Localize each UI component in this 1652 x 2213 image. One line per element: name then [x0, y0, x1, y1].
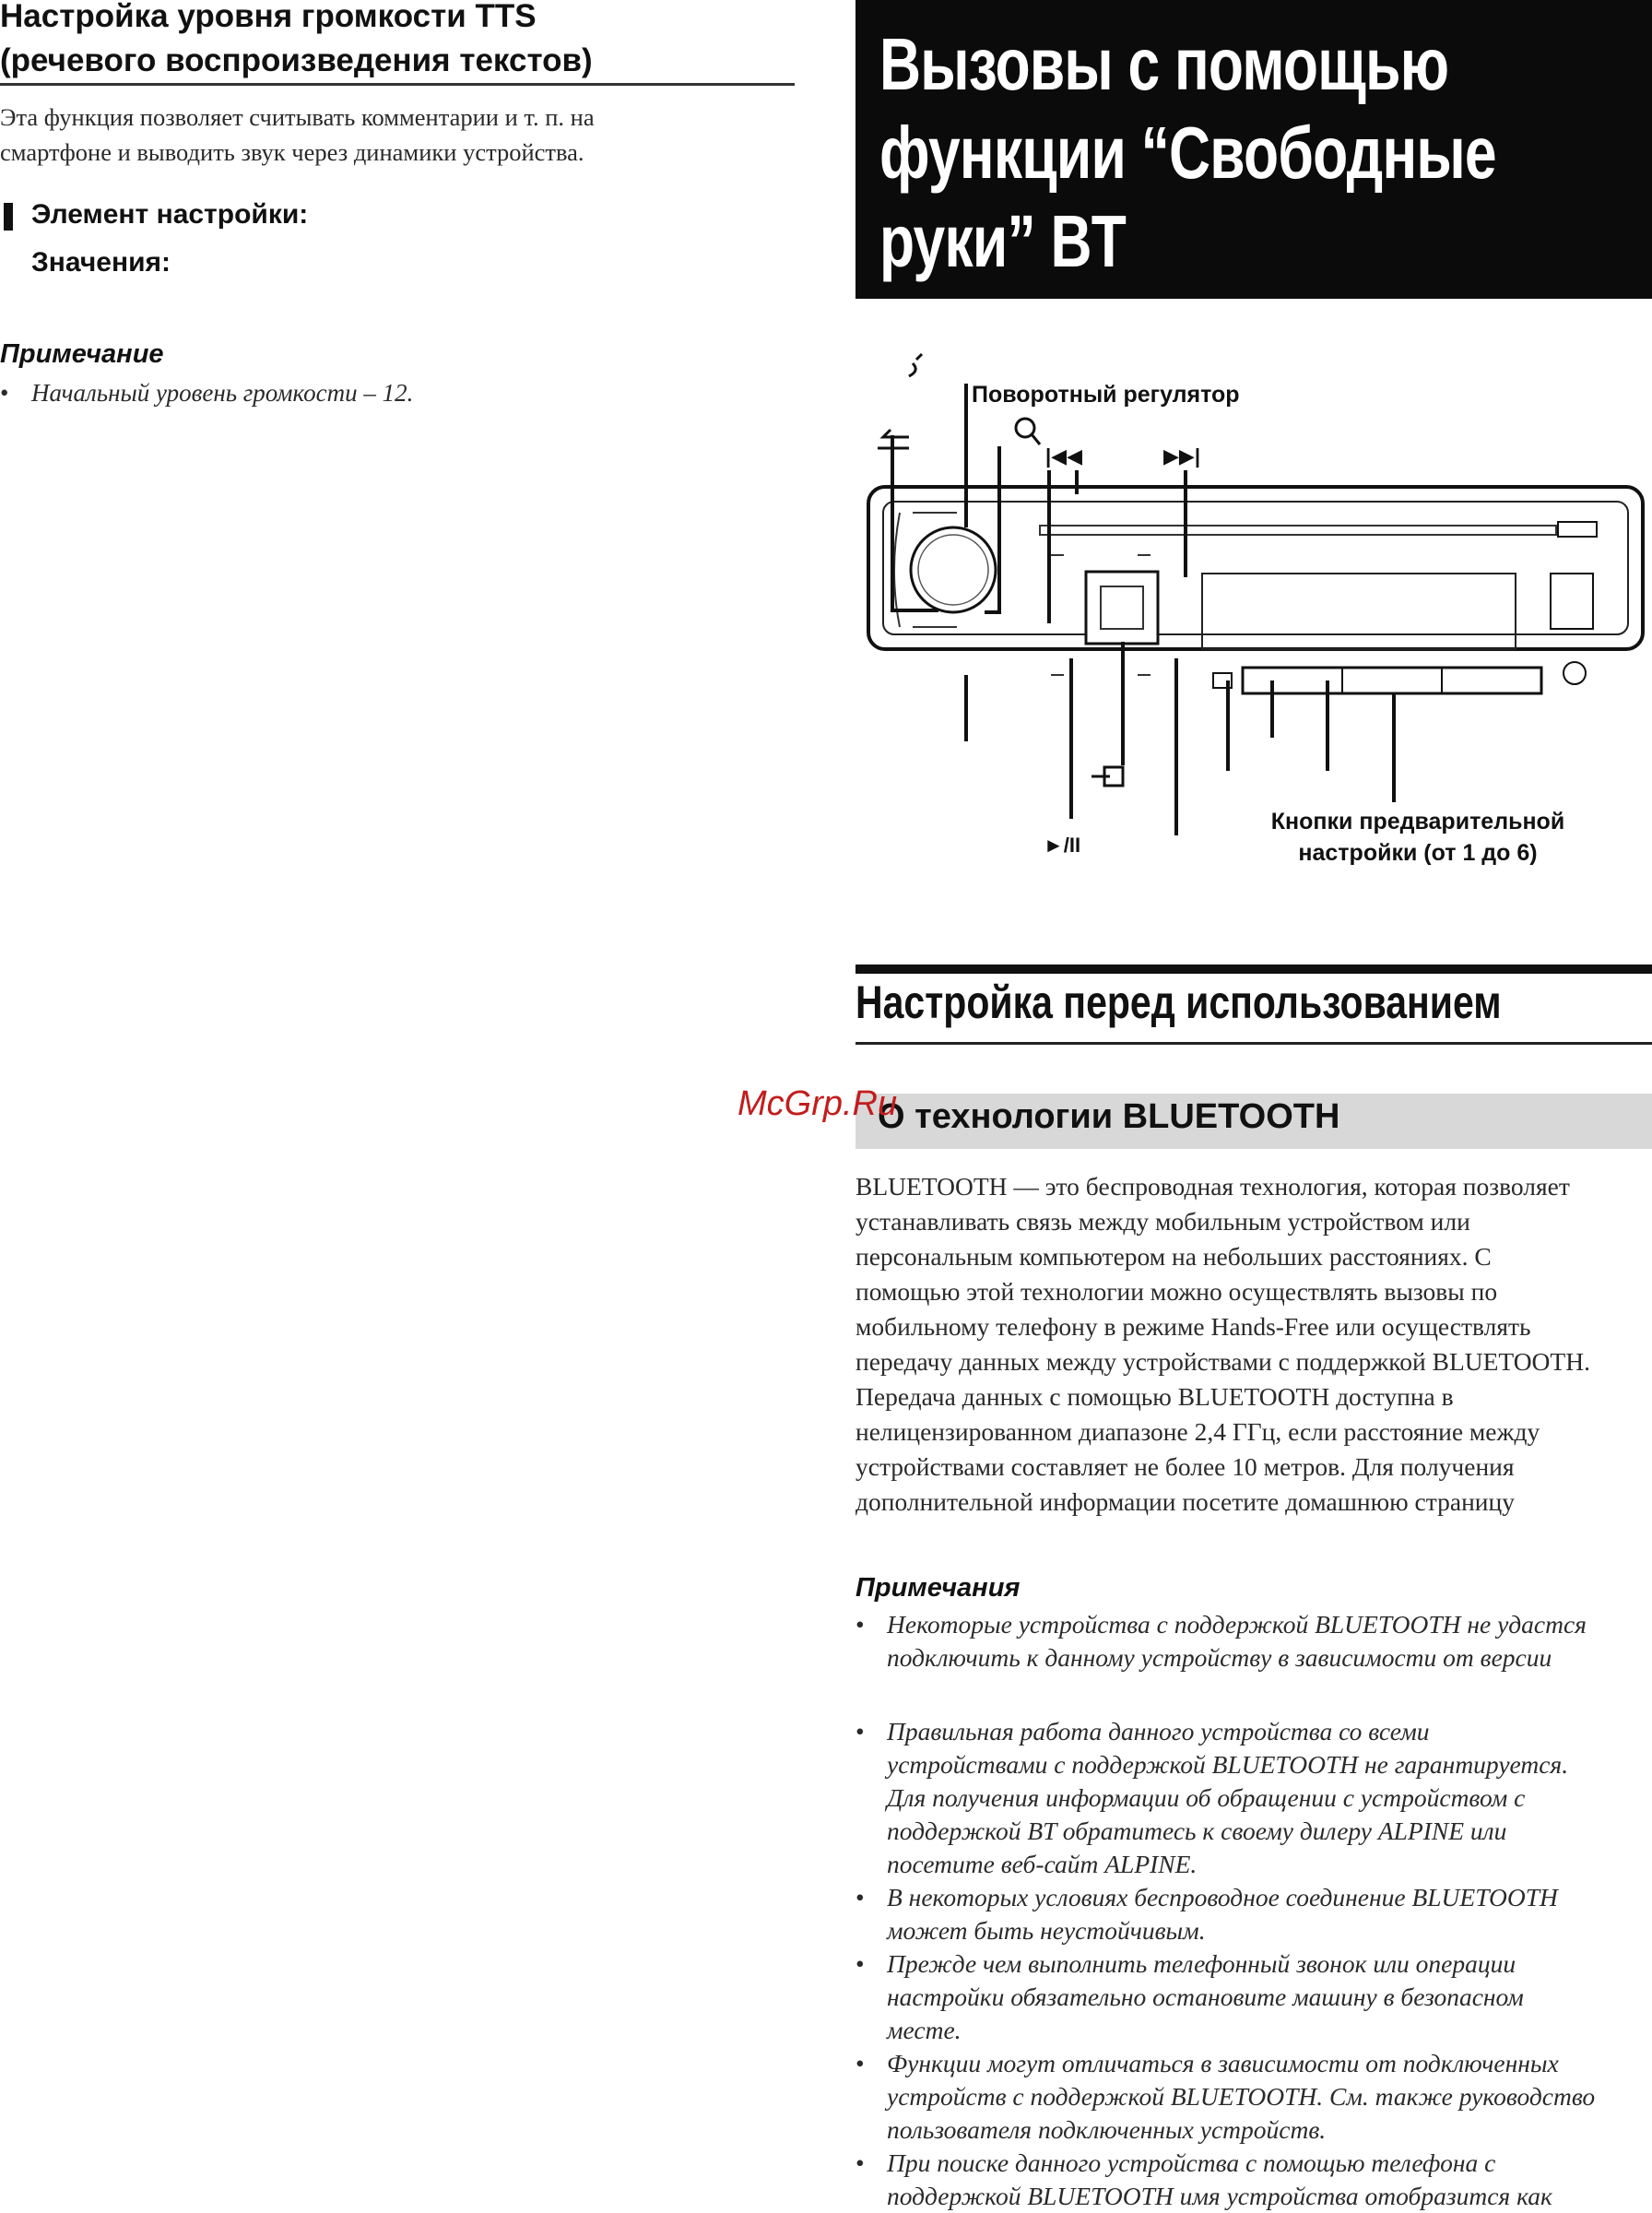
note-line: Некоторые устройства с поддержкой BLUETOOTH не удастся [887, 1610, 1587, 1639]
paragraph-line: помощью этой технологии можно осуществлять вызовы по [856, 1277, 1498, 1306]
paragraph-line: BLUETOOTH — это беспроводная технология, которая позволяет [856, 1172, 1570, 1201]
eject-button [1558, 522, 1597, 537]
preset-label-line-1: Кнопки предварительной [1270, 809, 1565, 834]
notes-heading: Примечания [856, 1573, 1021, 1603]
note-bullet: • [856, 1949, 865, 1978]
chapter-title [879, 20, 1496, 286]
chapter-title-line-2: функции “Свободные [879, 112, 1496, 194]
watermark: McGrp.Ru [738, 1084, 898, 1123]
display-window [1202, 574, 1516, 649]
note-bullet: • [0, 379, 9, 407]
note-line: месте. [887, 2016, 962, 2044]
section-bottom-rule [856, 1042, 1652, 1045]
paragraph-line: персональным компьютером на небольших расстояниях. С [856, 1242, 1492, 1271]
left-intro-line-2: смартфоне и выводить звук через динамики устройства. [0, 138, 584, 166]
note-item [856, 1881, 1652, 1947]
note-line: пользователя подключенных устройств. [887, 2115, 1327, 2144]
note-item [856, 1608, 1652, 1675]
rotary-knob-icon [911, 527, 996, 612]
note-line: В некоторых условиях беспроводное соединение BLUETOOTH [887, 1883, 1558, 1911]
note-item [856, 2047, 1652, 2147]
values-label: Значения: [31, 247, 171, 278]
left-note-text: Начальный уровень громкости – 12. [31, 379, 414, 407]
phone-icon [909, 354, 922, 376]
note-line: Правильная работа данного устройства со всеми [887, 1717, 1430, 1746]
left-section-title [0, 0, 795, 83]
left-intro-paragraph [0, 100, 795, 170]
section-title: Настройка перед использованием [856, 976, 1502, 1028]
chapter-title-line-1: Вызовы с помощью [879, 23, 1449, 105]
note-line: может быть неустойчивым. [887, 1916, 1206, 1945]
left-title-rule [0, 83, 795, 86]
aux-jack-icon [1564, 662, 1586, 684]
note-item [856, 2147, 1652, 2213]
paragraph-line: устанавливать связь между мобильным устройством или [856, 1207, 1470, 1236]
head-unit-diagram [856, 332, 1652, 885]
next-track-label: ▶▶| [1163, 444, 1200, 467]
head-unit-illustration [856, 332, 1652, 885]
search-icon [1016, 419, 1040, 444]
note-line: поддержкой BT обратитесь к своему дилеру ALPINE или [887, 1817, 1507, 1845]
chapter-title-box [856, 0, 1652, 299]
note-line: Функции могут отличаться в зависимости от подключенных [887, 2049, 1559, 2077]
paragraph-line: нелицензированном диапазоне 2,4 ГГц, если расстояние между [856, 1417, 1540, 1446]
preset-label-line-2: настройки (от 1 до 6) [1298, 840, 1538, 866]
note-line: настройки обязательно остановите машину в безопасном [887, 1982, 1524, 2011]
note-item [856, 1715, 1652, 1881]
note-bullet: • [856, 1883, 865, 1911]
source-icon [1092, 767, 1123, 786]
left-note-item [0, 376, 795, 409]
paragraph-line: устройствами составляет не более 10 метров. Для получения [856, 1452, 1515, 1481]
note-line: Для получения информации об обращении с устройством с [887, 1783, 1526, 1812]
rotary-control-label: Поворотный регулятор [972, 382, 1240, 408]
source-button [1086, 572, 1158, 644]
left-title-line-1: Настройка уровня громкости TTS [0, 0, 537, 34]
paragraph-line: передачу данных между устройствами с поддержкой BLUETOOTH. [856, 1347, 1590, 1376]
note-bullet: • [856, 2049, 865, 2077]
section-top-rule [856, 964, 1652, 974]
disc-slot [1040, 526, 1556, 535]
note-line: При поиске данного устройства с помощью телефона с [887, 2148, 1496, 2177]
note-line: устройств с поддержкой BLUETOOTH. См. также руководство [887, 2082, 1596, 2111]
prev-track-label: |◀◀ [1045, 444, 1082, 467]
preset-button-bar [1243, 668, 1541, 693]
subsection-title: О технологии BLUETOOTH [878, 1097, 1340, 1136]
note-line: поддержкой BLUETOOTH имя устройства отобразится как [887, 2182, 1552, 2210]
left-title-line-2: (речевого воспроизведения текстов) [0, 42, 593, 78]
setting-marker-icon [4, 203, 13, 231]
left-note-heading: Примечание [0, 339, 164, 369]
note-line: Прежде чем выполнить телефонный звонок или операции [887, 1949, 1516, 1978]
bluetooth-paragraph [856, 1169, 1652, 1520]
note-bullet: • [856, 2148, 865, 2177]
preset-buttons-label [1243, 806, 1593, 869]
paragraph-line: дополнительной информации посетите домашнюю страницу [856, 1487, 1515, 1516]
usb-cover [1551, 574, 1593, 629]
note-line: устройствами с поддержкой BLUETOOTH не гарантируется. [887, 1750, 1569, 1779]
note-item [856, 1947, 1652, 2047]
setting-item-label: Элемент настройки: [31, 199, 309, 230]
play-pause-label: ►/II [1044, 834, 1081, 857]
paragraph-line: мобильному телефону в режиме Hands-Free или осуществлять [856, 1312, 1531, 1341]
left-intro-line-1: Эта функция позволяет считывать комментарии и т. п. на [0, 103, 595, 131]
note-line: подключить к данному устройству в зависимости от версии [887, 1643, 1552, 1672]
chapter-title-line-3: руки” BT [879, 200, 1127, 282]
note-bullet: • [856, 1610, 865, 1639]
paragraph-line: Передача данных с помощью BLUETOOTH доступна в [856, 1382, 1454, 1411]
note-bullet: • [856, 1717, 865, 1746]
note-line: посетите веб-сайт ALPINE. [887, 1850, 1198, 1878]
